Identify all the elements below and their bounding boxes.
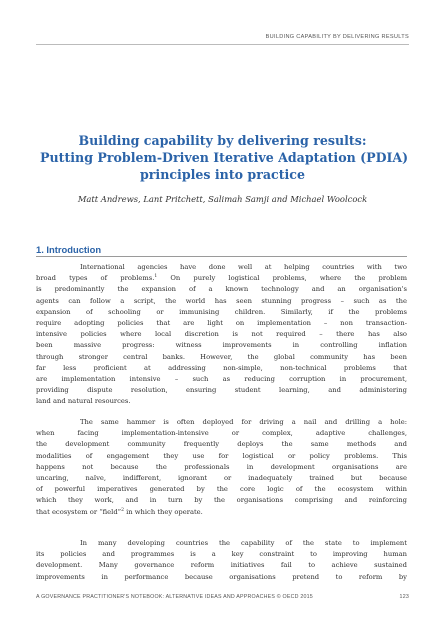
paragraph-1 bbox=[36, 262, 407, 407]
paragraph-2 bbox=[36, 417, 407, 518]
title-line-1: Building capability by delivering results: bbox=[78, 133, 367, 148]
text-line bbox=[36, 273, 407, 284]
footer-publication: A GOVERNANCE PRACTITIONER'S NOTEBOOK: ALTERNATIVE IDEAS AND APPROACHES © OECD 2015 bbox=[36, 594, 313, 600]
text-line: happens not because the professionals in development organisations are bbox=[36, 462, 407, 471]
text-line bbox=[36, 507, 407, 518]
section-heading: 1. Introduction bbox=[36, 244, 102, 255]
paragraph-3 bbox=[36, 538, 407, 583]
text-line: are implementation intensive – such as reducing corruption in procurement, bbox=[36, 374, 407, 383]
footnote-marker: 1 bbox=[154, 273, 158, 279]
text-line: International agencies have done well at helping countries with two bbox=[80, 263, 407, 271]
text-fragment: broad types of problems. bbox=[36, 274, 155, 283]
text-line: uncaring, naïve, indifferent, ignorant or inadequately trained but because bbox=[36, 473, 407, 482]
text-fragment: On purely logistical problems, where the problem bbox=[157, 274, 407, 283]
authors: Matt Andrews, Lant Pritchett, Salimah Samji and Michael Woolcock bbox=[77, 194, 368, 204]
text-line: is predominantly the expansion of a known technology and an organisation's bbox=[36, 285, 407, 294]
title-line-2: Putting Problem-Driven Iterative Adaptation (PDIA) bbox=[40, 150, 409, 165]
text-line: its policies and programmes is a key constraint to improving human bbox=[36, 550, 407, 559]
text-line: land and natural resources. bbox=[36, 397, 131, 406]
text-line: of powerful imperatives generated by the core logic of the ecosystem within bbox=[36, 485, 407, 494]
text-line: expansion of schooling or immunising children. Similarly, if the problems bbox=[36, 307, 407, 316]
text-line: been massive progress: witness improvements in controlling inflation bbox=[36, 341, 407, 350]
text-line: development. Many governance reform initiatives fail to achieve sustained bbox=[36, 561, 407, 570]
text-line: The same hammer is often deployed for driving a nail and drilling a hole: bbox=[80, 418, 407, 426]
text-line: through stronger central banks. However, the global community has been bbox=[36, 352, 407, 361]
text-line: agents can follow a script, the world has seen stunning progress – such as the bbox=[36, 296, 407, 305]
chapter-title bbox=[40, 132, 409, 183]
footnote-marker: 2 bbox=[121, 507, 124, 513]
text-line: when facing implementation-intensive or complex, adaptive challenges, bbox=[36, 429, 407, 438]
running-header: BUILDING CAPABILITY BY DELIVERING RESULTS bbox=[265, 34, 409, 40]
text-line: In many developing countries the capability of the state to implement bbox=[80, 539, 407, 547]
text-line: the development community frequently deploys the same methods and bbox=[36, 440, 407, 449]
text-line: require adopting policies that are light on implementation – non transaction- bbox=[36, 318, 407, 327]
text-line: improvements in performance because organisations pretend to reform by bbox=[36, 572, 407, 581]
text-line: far less proficient at addressing non-simple, non-technical problems that bbox=[36, 363, 407, 372]
text-fragment: that ecosystem or “field” bbox=[36, 507, 122, 516]
text-line: which they work, and in turn by the organisations comprising and reinforcing bbox=[36, 496, 407, 505]
text-line: modalities of engagement they use for logistical or policy problems. This bbox=[36, 451, 407, 460]
text-line: intensive policies where local discretion is not required – there has also bbox=[36, 330, 407, 339]
page-number: 123 bbox=[399, 594, 409, 600]
text-fragment: in which they operate. bbox=[123, 507, 203, 516]
section-rule bbox=[36, 256, 407, 257]
title-line-3: principles into practice bbox=[139, 167, 305, 182]
header-rule bbox=[36, 44, 409, 45]
text-line: providing dispute resolution, ensuring student learning, and administering bbox=[36, 386, 407, 395]
